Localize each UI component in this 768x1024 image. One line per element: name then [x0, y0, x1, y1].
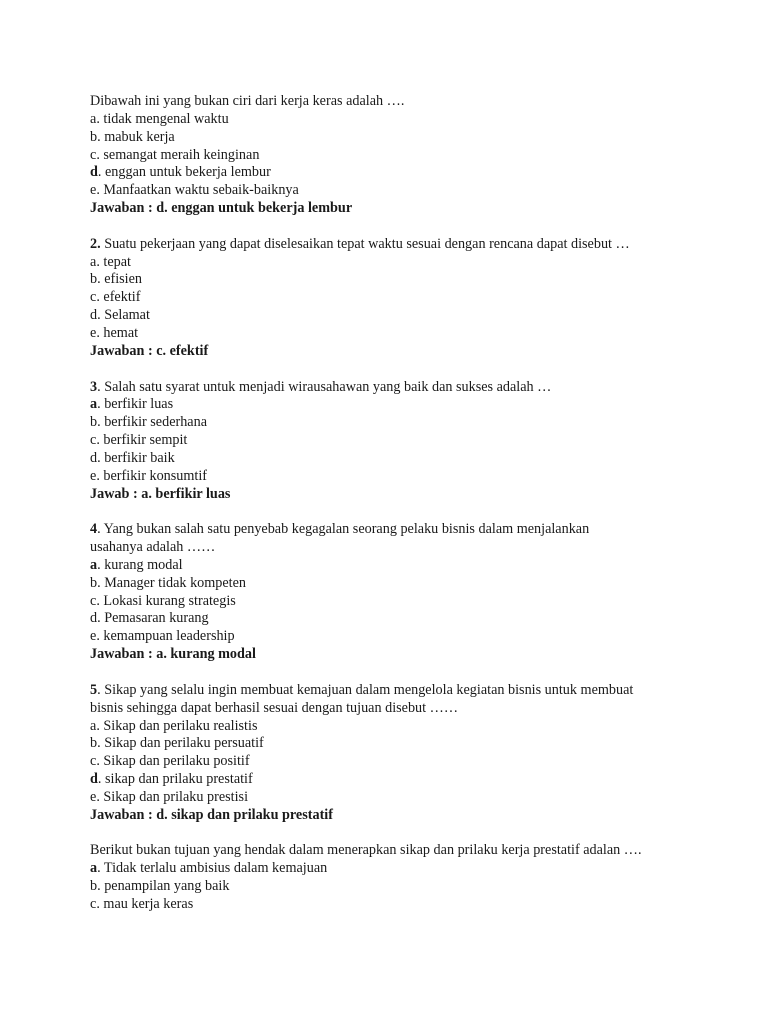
option-item — [90, 753, 750, 771]
question-block — [90, 521, 750, 664]
option-item — [90, 147, 750, 165]
option-text: . kurang modal — [97, 556, 183, 573]
option-text: . mau kerja keras — [96, 895, 194, 912]
option-letter: e — [90, 628, 97, 645]
option-item — [90, 254, 750, 272]
answer-line: Jawaban : c. efektif — [90, 342, 209, 359]
answer-line: Jawaban : a. kurang modal — [90, 646, 256, 663]
question-stem-continued: bisnis sehingga dapat berhasil sesuai dengan tujuan disebut …… — [90, 699, 459, 716]
question-block — [90, 682, 750, 825]
option-text: . Manfaatkan waktu sebaik-baiknya — [96, 182, 299, 199]
option-text: . enggan untuk bekerja lembur — [97, 164, 271, 181]
option-letter: d — [90, 164, 98, 181]
option-item — [90, 307, 750, 325]
option-item — [90, 593, 750, 611]
question-block — [90, 842, 750, 913]
option-text: . Sikap dan perilaku realistis — [96, 717, 258, 734]
option-item — [90, 718, 750, 736]
answer-line: Jawab : a. berfikir luas — [90, 485, 231, 502]
option-item — [90, 450, 750, 468]
option-item — [90, 896, 750, 914]
option-letter: a — [90, 396, 98, 413]
question-stem: Suatu pekerjaan yang dapat diselesaikan tepat waktu sesuai dengan rencana dapat disebut … — [100, 235, 630, 252]
option-item — [90, 271, 750, 289]
option-text: . kemampuan leadership — [96, 628, 235, 645]
option-letter: b — [90, 574, 98, 591]
option-text: . berfikir sempit — [96, 432, 188, 449]
option-text: . Sikap dan perilaku persuatif — [97, 735, 264, 752]
option-text: . berfikir konsumtif — [96, 467, 208, 484]
question-stem: . Salah satu syarat untuk menjadi wirausahawan yang baik dan sukses adalah … — [97, 378, 552, 395]
question-block — [90, 379, 750, 504]
option-item — [90, 771, 750, 789]
option-letter: a — [90, 556, 98, 573]
document-page — [90, 93, 750, 914]
option-item — [90, 878, 750, 896]
option-item — [90, 860, 750, 878]
option-letter: d — [90, 307, 98, 324]
question-number: 5 — [90, 681, 98, 698]
option-text: . tepat — [96, 253, 131, 270]
question-text — [90, 236, 750, 254]
option-text: . semangat meraih keinginan — [96, 146, 260, 163]
option-item — [90, 129, 750, 147]
question-stem: Berikut bukan tujuan yang hendak dalam menerapkan sikap dan prilaku kerja prestatif adalan …. — [90, 842, 642, 859]
option-text: . tidak mengenal waktu — [96, 110, 229, 127]
question-number: 3 — [90, 378, 98, 395]
option-item — [90, 182, 750, 200]
option-letter: d — [90, 449, 98, 466]
question-block — [90, 93, 750, 218]
question-block — [90, 236, 750, 361]
option-letter: d — [90, 610, 98, 627]
option-item — [90, 557, 750, 575]
option-text: . berfikir luas — [97, 396, 174, 413]
option-letter: c — [90, 753, 97, 770]
option-text: . berfikir sederhana — [97, 414, 207, 431]
option-item — [90, 325, 750, 343]
option-text: . Selamat — [97, 307, 150, 324]
option-text: . efisien — [97, 271, 143, 288]
question-text — [90, 682, 750, 700]
option-text: . Sikap dan perilaku positif — [96, 753, 250, 770]
option-letter: b — [90, 271, 98, 288]
option-letter: e — [90, 182, 97, 199]
option-letter: d — [90, 771, 98, 788]
question-text — [90, 842, 750, 860]
option-letter: b — [90, 128, 98, 145]
option-item — [90, 414, 750, 432]
option-item — [90, 468, 750, 486]
option-item — [90, 396, 750, 414]
answer-line: Jawaban : d. sikap dan prilaku prestatif — [90, 806, 333, 823]
option-letter: c — [90, 592, 97, 609]
option-letter: e — [90, 467, 97, 484]
option-letter: c — [90, 289, 97, 306]
question-text — [90, 521, 750, 539]
question-number: 4 — [90, 521, 98, 538]
question-stem: . Sikap yang selalu ingin membuat kemajuan dalam mengelola kegiatan bisnis untuk membuat — [97, 681, 634, 698]
option-text: . mabuk kerja — [97, 128, 175, 145]
option-letter: e — [90, 788, 97, 805]
option-letter: b — [90, 414, 98, 431]
option-letter: e — [90, 324, 97, 341]
option-item — [90, 111, 750, 129]
question-number: 2. — [90, 235, 101, 252]
question-stem: . Yang bukan salah satu penyebab kegagalan seorang pelaku bisnis dalam menjalankan — [97, 521, 590, 538]
question-stem: Dibawah ini yang bukan ciri dari kerja keras adalah …. — [90, 93, 405, 109]
option-letter: c — [90, 146, 97, 163]
option-item — [90, 164, 750, 182]
option-text: . penampilan yang baik — [97, 878, 230, 895]
option-letter: c — [90, 432, 97, 449]
option-text: . hemat — [96, 324, 139, 341]
option-text: . Manager tidak kompeten — [97, 574, 247, 591]
option-item — [90, 628, 750, 646]
answer-line: Jawaban : d. enggan untuk bekerja lembur — [90, 200, 353, 217]
option-item — [90, 789, 750, 807]
option-item — [90, 575, 750, 593]
option-letter: a — [90, 717, 97, 734]
option-letter: b — [90, 878, 98, 895]
option-letter: a — [90, 110, 97, 127]
question-text — [90, 379, 750, 397]
option-text: . berfikir baik — [97, 449, 175, 466]
option-text: . Lokasi kurang strategis — [96, 592, 236, 609]
option-item — [90, 432, 750, 450]
option-letter: c — [90, 895, 97, 912]
option-letter: b — [90, 735, 98, 752]
option-text: . sikap dan prilaku prestatif — [97, 771, 253, 788]
option-text: . Sikap dan prilaku prestisi — [96, 788, 249, 805]
option-item — [90, 289, 750, 307]
option-letter: a — [90, 860, 98, 877]
option-text: . Pemasaran kurang — [97, 610, 209, 627]
question-text — [90, 93, 750, 111]
question-stem-continued: usahanya adalah …… — [90, 539, 216, 556]
option-text: . efektif — [96, 289, 141, 306]
option-text: . Tidak terlalu ambisius dalam kemajuan — [97, 860, 328, 877]
option-item — [90, 735, 750, 753]
option-item — [90, 610, 750, 628]
option-letter: a — [90, 253, 97, 270]
